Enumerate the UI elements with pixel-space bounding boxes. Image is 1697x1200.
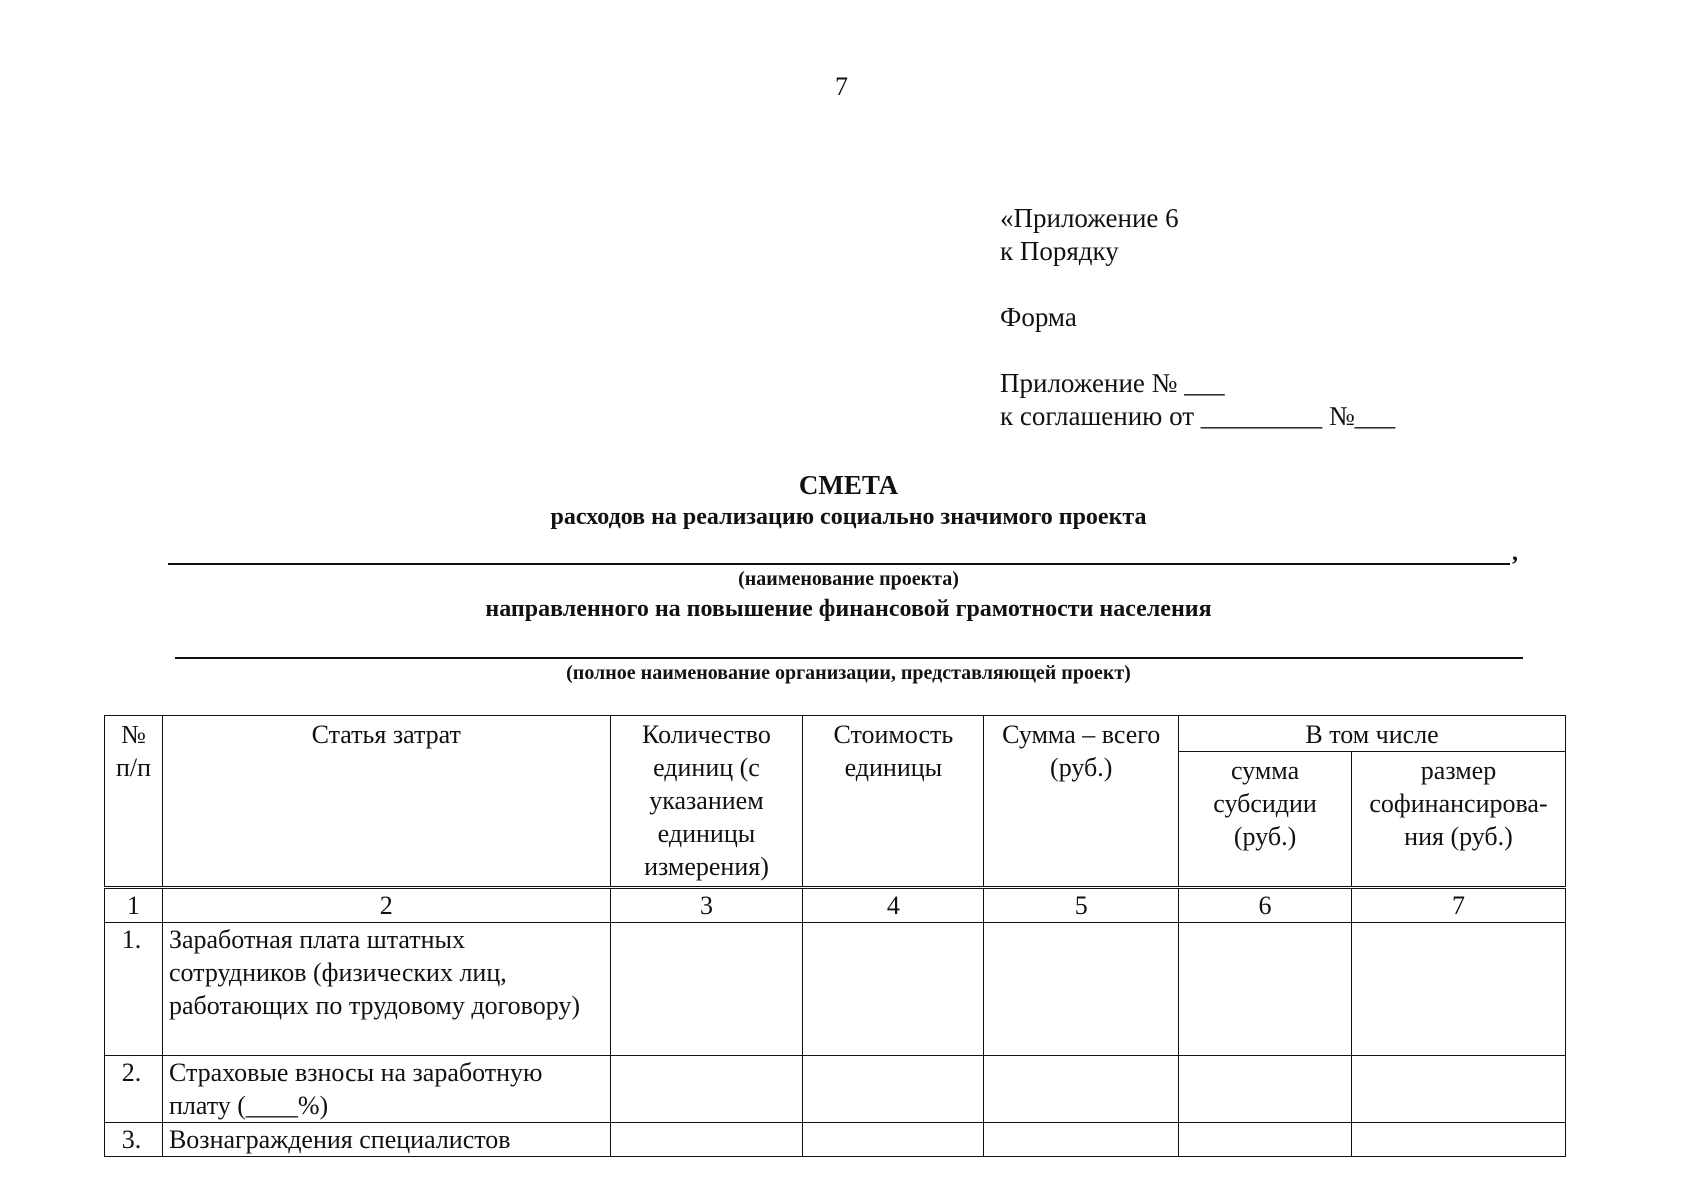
- header-qty: Количество единиц (с указанием единицы измерения): [610, 716, 803, 888]
- row-item: Страховые взносы на заработную плату (____%): [162, 1056, 610, 1123]
- index-cell: 2: [162, 888, 610, 923]
- header-subsidy: сумма субсидии (руб.): [1179, 752, 1352, 888]
- comma-mark: ,: [1512, 540, 1518, 566]
- form-label: Форма: [1000, 302, 1077, 332]
- appendix-line-2: к Порядку: [1000, 236, 1119, 266]
- index-cell: 3: [610, 888, 803, 923]
- header-including: В том числе: [1179, 716, 1566, 752]
- empty-cell: [803, 1123, 984, 1157]
- empty-cell: [803, 1056, 984, 1123]
- index-row: [105, 888, 1566, 923]
- index-cell: 7: [1352, 888, 1566, 923]
- document-subtitle: расходов на реализацию социально значимого проекта: [550, 504, 1147, 530]
- header-total: Сумма – всего (руб.): [984, 716, 1179, 888]
- appendix-line-1: «Приложение 6: [1000, 203, 1179, 233]
- appendix-block: [1000, 202, 1395, 433]
- document-title: СМЕТА: [798, 470, 899, 500]
- table-row: [105, 1123, 1566, 1157]
- row-number: 1.: [105, 923, 163, 1056]
- header-num: № п/п: [105, 716, 163, 888]
- project-name-caption: (наименование проекта): [738, 568, 959, 590]
- empty-cell: [1352, 923, 1566, 1056]
- page-number: 7: [835, 72, 848, 101]
- empty-cell: [1352, 1123, 1566, 1157]
- appendix-line-3: Приложение № ___: [1000, 368, 1225, 398]
- project-name-line: [168, 563, 1510, 565]
- appendix-line-4: к соглашению от _________ №___: [1000, 401, 1396, 431]
- table-row: [105, 1056, 1566, 1123]
- table-row: [105, 923, 1566, 1056]
- empty-cell: [1179, 923, 1352, 1056]
- header-item: Статья затрат: [162, 716, 610, 888]
- empty-cell: [610, 923, 803, 1056]
- empty-cell: [984, 1123, 1179, 1157]
- header-row: [105, 716, 1566, 752]
- empty-cell: [1179, 1123, 1352, 1157]
- index-cell: 5: [984, 888, 1179, 923]
- empty-cell: [984, 923, 1179, 1056]
- row-number: 3.: [105, 1123, 163, 1157]
- header-cost: Стоимость единицы: [803, 716, 984, 888]
- empty-cell: [1179, 1056, 1352, 1123]
- organization-caption: (полное наименование организации, представляющей проект): [566, 662, 1131, 684]
- empty-cell: [984, 1056, 1179, 1123]
- empty-cell: [803, 923, 984, 1056]
- document-subtitle-2: направленного на повышение финансовой грамотности населения: [485, 596, 1212, 622]
- row-number: 2.: [105, 1056, 163, 1123]
- index-cell: 1: [105, 888, 163, 923]
- estimate-table: [104, 715, 1566, 1157]
- organization-name-line: [175, 657, 1523, 659]
- row-item: Заработная плата штатных сотрудников (физических лиц, работающих по трудовому договору): [162, 923, 610, 1056]
- empty-cell: [610, 1123, 803, 1157]
- empty-cell: [1352, 1056, 1566, 1123]
- empty-cell: [610, 1056, 803, 1123]
- index-cell: 6: [1179, 888, 1352, 923]
- index-cell: 4: [803, 888, 984, 923]
- row-item: Вознаграждения специалистов: [162, 1123, 610, 1157]
- header-cofinancing: размер софинансирова-ния (руб.): [1352, 752, 1566, 888]
